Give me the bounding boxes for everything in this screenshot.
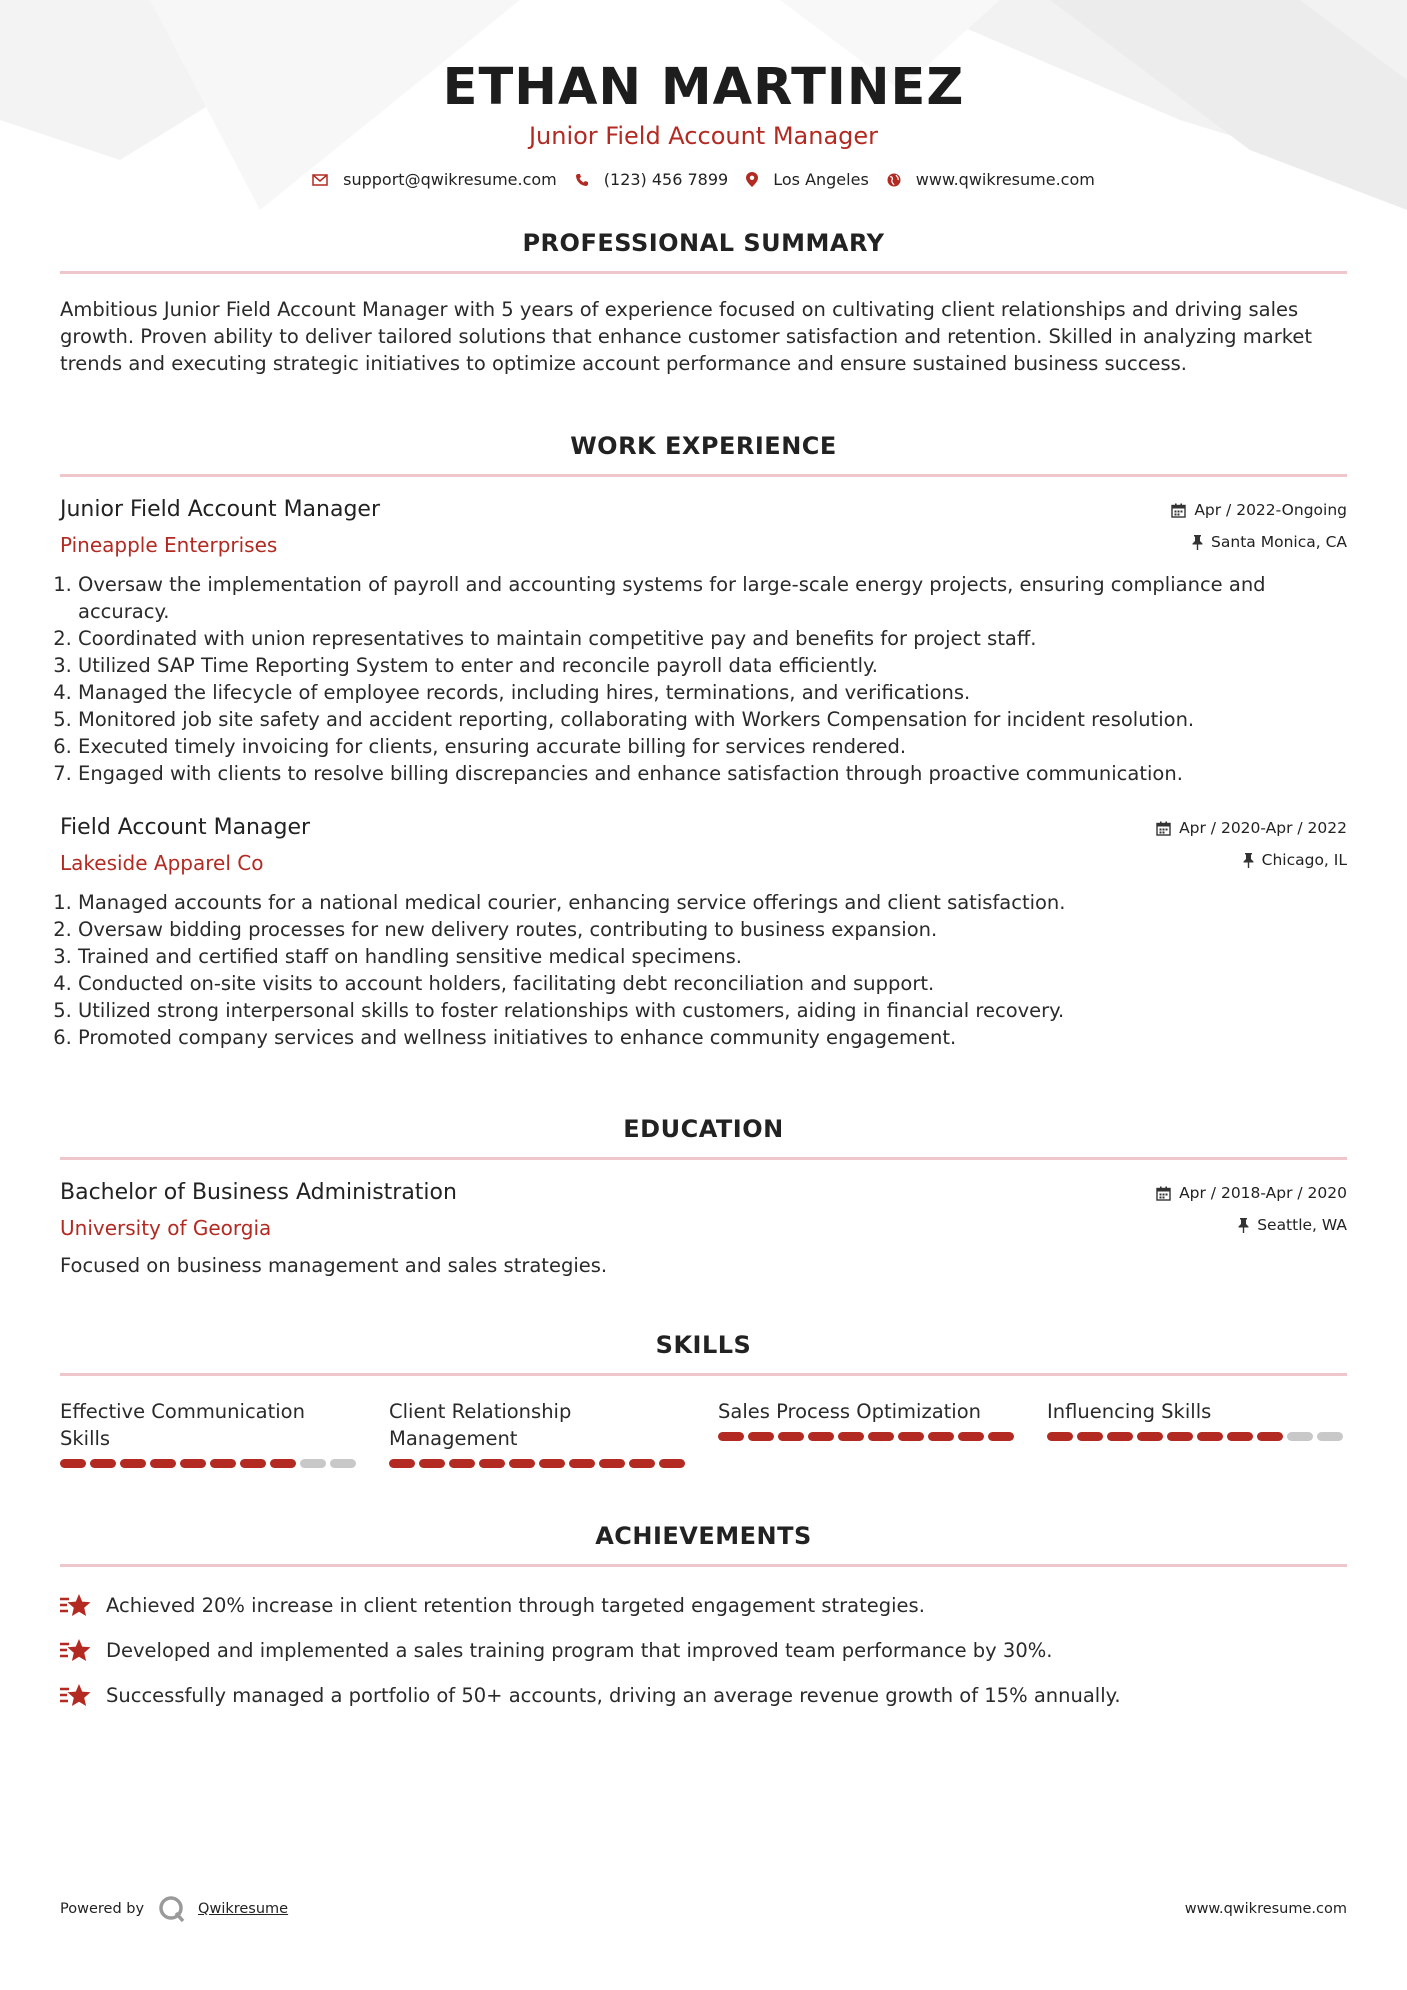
skill-dot-filled [180,1459,206,1468]
powered-by [60,1895,288,1923]
list-item: 4. Managed the lifecycle of employee records, including hires, terminations, and verifications. [78,679,1347,706]
skill-dot-filled [479,1459,505,1468]
list-item: 5. Utilized strong interpersonal skills to foster relationships with customers, aiding in financial recovery. [78,997,1347,1024]
skill-dot-filled [958,1432,984,1441]
education-entry [60,1178,1347,1279]
candidate-name: ETHAN MARTINEZ [442,58,965,117]
list-item: 1. Oversaw the implementation of payroll and accounting systems for large-scale energy projects, ensuring compliance and accuracy. [78,571,1347,625]
section-heading-skills: SKILLS [655,1331,752,1359]
achievement-item [60,1628,1347,1673]
list-item: 2. Coordinated with union representatives to maintain competitive pay and benefits for project staff. [78,625,1347,652]
envelope-icon [312,174,328,186]
job-company: Pineapple Enterprises [60,533,278,557]
contact-bar [60,170,1347,189]
footer-brand-link[interactable]: Qwikresume [198,1901,289,1917]
skill-name: Client Relationship Management [389,1400,572,1450]
skill-item [718,1398,1018,1468]
job-entry [60,495,1347,787]
skill-dot-filled [629,1459,655,1468]
skill-dot-filled [1257,1432,1283,1441]
achievement-text: Successfully managed a portfolio of 50+ accounts, driving an average revenue growth of 15% annually. [106,1684,1121,1707]
job-location-text: Chicago, IL [1261,851,1347,869]
achievement-text: Developed and implemented a sales training program that improved team performance by 30%. [106,1639,1053,1662]
skill-name: Influencing Skills [1047,1400,1212,1423]
calendar-icon [1156,821,1171,836]
job-duties-list [60,889,1347,1051]
section-heading-education: EDUCATION [623,1115,784,1143]
contact-phone[interactable] [575,170,728,189]
powered-by-label: Powered by [60,1901,145,1917]
skill-dot-filled [1227,1432,1253,1441]
skill-dot-filled [988,1432,1014,1441]
pushpin-icon [1192,535,1203,550]
skill-dot-filled [599,1459,625,1468]
skill-dot-filled [898,1432,924,1441]
candidate-title: Junior Field Account Manager [528,122,879,150]
contact-location [746,170,869,189]
skill-dot-empty [1317,1432,1343,1441]
job-company: Lakeside Apparel Co [60,851,264,875]
list-item: 2. Oversaw bidding processes for new delivery routes, contributing to business expansion. [78,916,1347,943]
skill-dot-empty [1287,1432,1313,1441]
skill-dot-filled [808,1432,834,1441]
skill-dot-filled [210,1459,236,1468]
skill-dot-filled [270,1459,296,1468]
job-dates [1156,819,1347,837]
job-role: Junior Field Account Manager [60,497,381,522]
skills-grid [60,1398,1347,1468]
skill-dot-filled [838,1432,864,1441]
job-location [1243,851,1347,869]
skill-dot-filled [928,1432,954,1441]
education-degree: Bachelor of Business Administration [60,1180,457,1205]
section-divider [60,474,1347,477]
pushpin-icon [1238,1218,1249,1233]
skill-dot-filled [539,1459,565,1468]
job-location [1192,533,1347,551]
section-heading-summary: PROFESSIONAL SUMMARY [522,229,885,257]
skill-dot-filled [868,1432,894,1441]
globe-icon [887,173,901,187]
contact-location-text: Los Angeles [773,170,869,189]
skill-dot-filled [569,1459,595,1468]
achievement-item [60,1673,1347,1718]
list-item: 4. Conducted on-site visits to account holders, facilitating debt reconciliation and support. [78,970,1347,997]
section-divider [60,1157,1347,1160]
job-duties-list [60,571,1347,787]
contact-phone-text: (123) 456 7899 [603,170,729,189]
list-item: 5. Monitored job site safety and accident reporting, collaborating with Workers Compensation for incident resolution. [78,706,1347,733]
phone-icon [575,173,589,187]
achievement-item [60,1583,1347,1628]
footer-website[interactable]: www.qwikresume.com [1184,1901,1347,1917]
section-divider [60,271,1347,274]
calendar-icon [1171,503,1186,518]
job-dates-text: Apr / 2022-Ongoing [1194,501,1347,519]
skill-dot-filled [389,1459,415,1468]
list-item: 7. Engaged with clients to resolve billing discrepancies and enhance satisfaction through proactive communication. [78,760,1347,787]
skill-dot-filled [120,1459,146,1468]
skill-dot-filled [659,1459,685,1468]
skill-name: Sales Process Optimization [718,1400,982,1423]
calendar-icon [1156,1186,1171,1201]
section-divider [60,1564,1347,1567]
list-item: 6. Promoted company services and wellness initiatives to enhance community engagement. [78,1024,1347,1051]
education-location-text: Seattle, WA [1257,1216,1347,1234]
skill-rating [60,1459,360,1468]
star-icon [60,1638,92,1664]
skill-dot-filled [150,1459,176,1468]
qwikresume-logo-icon [158,1895,186,1923]
skill-rating [718,1432,1018,1441]
contact-website[interactable] [887,170,1095,189]
skill-dot-filled [509,1459,535,1468]
achievement-text: Achieved 20% increase in client retention through targeted engagement strategies. [106,1594,925,1617]
skill-dot-filled [1047,1432,1073,1441]
skill-dot-filled [60,1459,86,1468]
education-description: Focused on business management and sales strategies. [60,1254,608,1277]
skill-dot-filled [419,1459,445,1468]
list-item: 1. Managed accounts for a national medical courier, enhancing service offerings and client satisfaction. [78,889,1347,916]
skill-rating [1047,1432,1347,1441]
skill-item [1047,1398,1347,1468]
skill-dot-filled [240,1459,266,1468]
skill-dot-filled [90,1459,116,1468]
contact-email-text: support@qwikresume.com [343,170,557,189]
education-dates-text: Apr / 2018-Apr / 2020 [1179,1184,1347,1202]
skill-dot-filled [748,1432,774,1441]
star-icon [60,1683,92,1709]
skill-rating [389,1459,689,1468]
education-school: University of Georgia [60,1216,272,1240]
education-dates [1156,1184,1347,1202]
section-heading-achievements: ACHIEVEMENTS [595,1522,812,1550]
summary-text: Ambitious Junior Field Account Manager with 5 years of experience focused on cultivating client relationships and driving sales growth. Proven ability to deliver tailored solutions that enhance customer satisfaction and retention. Skilled in analyzing market trends and executing strategic initiatives to optimize account performance and ensure sustained business success. [60,298,1312,375]
skill-dot-filled [449,1459,475,1468]
pushpin-icon [1243,853,1254,868]
contact-email[interactable] [312,170,557,189]
education-location [1238,1216,1347,1234]
list-item: 3. Trained and certified staff on handling sensitive medical specimens. [78,943,1347,970]
skill-dot-filled [718,1432,744,1441]
map-pin-icon [746,172,758,187]
skill-dot-empty [330,1459,356,1468]
section-heading-experience: WORK EXPERIENCE [570,432,837,460]
list-item: 3. Utilized SAP Time Reporting System to enter and reconcile payroll data efficiently. [78,652,1347,679]
job-role: Field Account Manager [60,815,311,840]
job-dates-text: Apr / 2020-Apr / 2022 [1179,819,1347,837]
skill-dot-filled [778,1432,804,1441]
skill-dot-filled [1107,1432,1133,1441]
section-divider [60,1373,1347,1376]
skill-dot-filled [1197,1432,1223,1441]
page-footer [60,1895,1347,1923]
achievements-list [60,1583,1347,1718]
skill-item [389,1398,689,1468]
skill-dot-filled [1077,1432,1103,1441]
job-dates [1171,501,1347,519]
list-item: 6. Executed timely invoicing for clients, ensuring accurate billing for services rendered. [78,733,1347,760]
skill-dot-filled [1167,1432,1193,1441]
skill-name: Effective Communication Skills [60,1400,305,1450]
skill-item [60,1398,360,1468]
star-icon [60,1593,92,1619]
job-entry [60,813,1347,1051]
resume-header [60,0,1347,189]
skill-dot-filled [1137,1432,1163,1441]
contact-website-text: www.qwikresume.com [915,170,1095,189]
job-location-text: Santa Monica, CA [1211,533,1347,551]
skill-dot-empty [300,1459,326,1468]
